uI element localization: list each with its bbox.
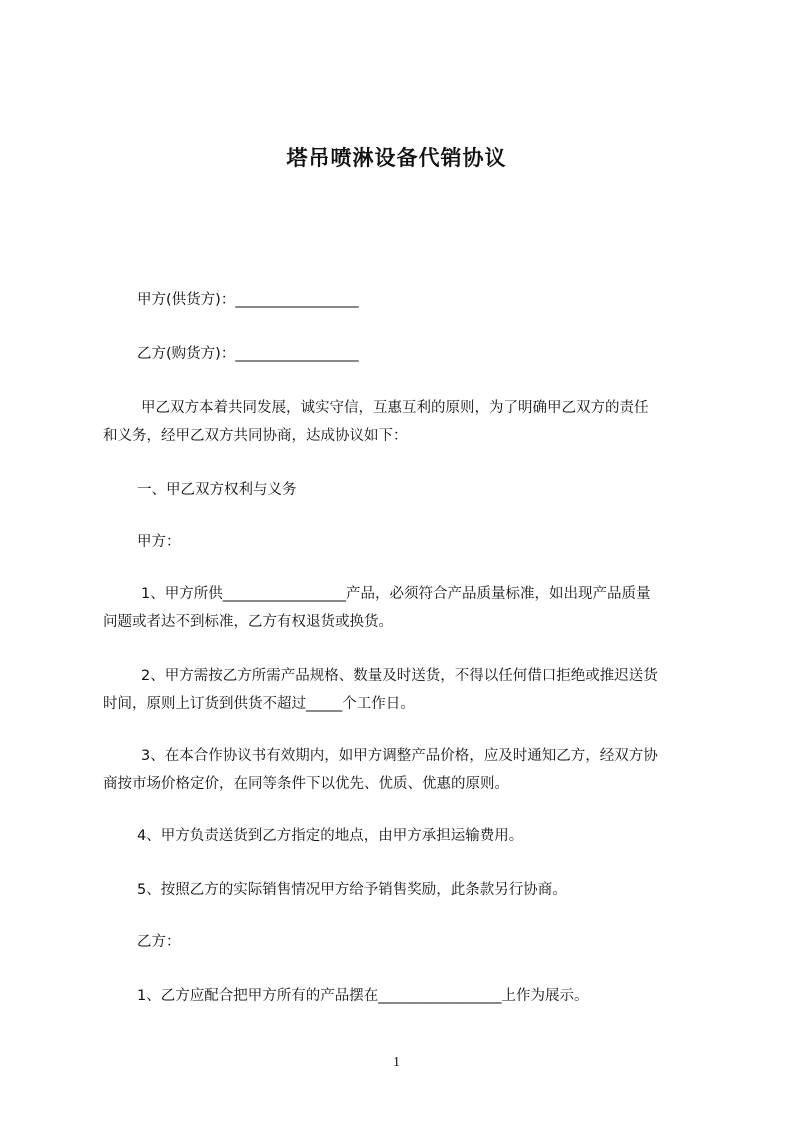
clause-a5: 5、按照乙方的实际销售情况甲方给予销售奖励，此条款另行协商。 [137,882,567,898]
clause-a4: 4、甲方负责送货到乙方指定的地点，由甲方承担运输费用。 [137,828,524,844]
clause-a2-line-2: 时间，原则上订货到供货不超过_____个工作日。 [103,696,415,712]
clause-a3-line-2: 商按市场价格定价，在同等条件下以优先、优质、优惠的原则。 [103,776,509,792]
party-a-field: 甲方(供货方)：_________________ [137,292,359,308]
clause-b1: 1、乙方应配合把甲方所有的产品摆在_________________上作为展示。 [137,988,589,1004]
document-title: 塔吊喷淋设备代销协议 [286,146,507,170]
section-1-heading: 一、甲乙双方权利与义务 [137,482,297,498]
party-a-label: 甲方： [137,534,181,550]
party-b-field: 乙方(购货方)：_________________ [137,346,359,362]
page-number: 1 [393,1055,400,1070]
intro-line-1: 甲乙双方本着共同发展，诚实守信，互惠互利的原则，为了明确甲乙双方的责任 [141,400,649,416]
clause-a1-line-1: 1、甲方所供_________________产品，必须符合产品质量标准，如出现产品质量 [141,586,651,602]
intro-line-2: 和义务，经甲乙双方共同协商，达成协议如下： [103,428,408,444]
clause-a2-line-1: 2、甲方需按乙方所需产品规格、数量及时送货，不得以任何借口拒绝或推迟送货 [141,668,658,684]
party-b-label: 乙方： [137,934,181,950]
clause-a1-line-2: 问题或者达不到标准，乙方有权退货或换货。 [103,614,393,630]
clause-a3-line-1: 3、在本合作协议书有效期内，如甲方调整产品价格，应及时通知乙方，经双方协 [141,748,658,764]
